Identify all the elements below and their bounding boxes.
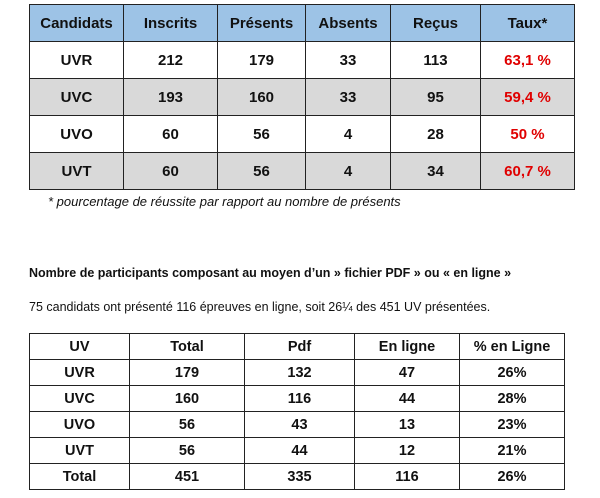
- cell-absents: 33: [306, 42, 391, 79]
- cell-pct: 28%: [460, 386, 565, 412]
- cell-en-ligne: 44: [355, 386, 460, 412]
- table-row: [30, 412, 565, 438]
- cell-total: 56: [130, 438, 245, 464]
- table-row: [30, 438, 565, 464]
- footnote: * pourcentage de réussite par rapport au nombre de présents: [48, 194, 401, 209]
- cell-uv: UVC: [30, 79, 124, 116]
- header-recus: Reçus: [391, 5, 481, 42]
- cell-en-ligne: 12: [355, 438, 460, 464]
- cell-recus: 95: [391, 79, 481, 116]
- cell-inscrits: 193: [124, 79, 218, 116]
- cell-taux: 50 %: [481, 116, 575, 153]
- header-candidats: Candidats: [30, 5, 124, 42]
- cell-presents: 179: [218, 42, 306, 79]
- cell-pct: 23%: [460, 412, 565, 438]
- cell-absents: 4: [306, 153, 391, 190]
- cell-inscrits: 60: [124, 153, 218, 190]
- cell-recus: 34: [391, 153, 481, 190]
- table-row: [30, 386, 565, 412]
- table-row: [30, 42, 575, 79]
- cell-taux: 60,7 %: [481, 153, 575, 190]
- summary-text: 75 candidats ont présenté 116 épreuves en ligne, soit 26¼ des 451 UV présentées.: [29, 300, 491, 314]
- table-row: [30, 153, 575, 190]
- cell-uv: UVT: [30, 438, 130, 464]
- cell-total: 56: [130, 412, 245, 438]
- header-taux: Taux*: [481, 5, 575, 42]
- cell-absents: 4: [306, 116, 391, 153]
- cell-uv: UVO: [30, 412, 130, 438]
- header-pct-en-ligne: % en Ligne: [460, 334, 565, 360]
- cell-en-ligne: 116: [355, 464, 460, 490]
- cell-uv: UVR: [30, 42, 124, 79]
- cell-inscrits: 60: [124, 116, 218, 153]
- cell-pdf: 44: [245, 438, 355, 464]
- header-inscrits: Inscrits: [124, 5, 218, 42]
- header-total: Total: [130, 334, 245, 360]
- header-uv: UV: [30, 334, 130, 360]
- cell-pdf: 43: [245, 412, 355, 438]
- cell-pct: 21%: [460, 438, 565, 464]
- online-table: [29, 333, 565, 490]
- cell-presents: 160: [218, 79, 306, 116]
- header-presents: Présents: [218, 5, 306, 42]
- cell-presents: 56: [218, 153, 306, 190]
- cell-total: 179: [130, 360, 245, 386]
- cell-taux: 63,1 %: [481, 42, 575, 79]
- results-table: [29, 4, 575, 190]
- cell-taux: 59,4 %: [481, 79, 575, 116]
- cell-pct: 26%: [460, 360, 565, 386]
- header-en-ligne: En ligne: [355, 334, 460, 360]
- table-row: [30, 360, 565, 386]
- cell-pdf: 335: [245, 464, 355, 490]
- cell-uv: UVT: [30, 153, 124, 190]
- table-row: [30, 116, 575, 153]
- cell-recus: 28: [391, 116, 481, 153]
- cell-pdf: 116: [245, 386, 355, 412]
- cell-uv: UVR: [30, 360, 130, 386]
- table-total-row: [30, 464, 565, 490]
- cell-total: 160: [130, 386, 245, 412]
- table-row: [30, 79, 575, 116]
- cell-en-ligne: 13: [355, 412, 460, 438]
- cell-uv: UVO: [30, 116, 124, 153]
- cell-pdf: 132: [245, 360, 355, 386]
- cell-pct: 26%: [460, 464, 565, 490]
- cell-absents: 33: [306, 79, 391, 116]
- cell-uv: Total: [30, 464, 130, 490]
- cell-inscrits: 212: [124, 42, 218, 79]
- header-pdf: Pdf: [245, 334, 355, 360]
- cell-recus: 113: [391, 42, 481, 79]
- cell-en-ligne: 47: [355, 360, 460, 386]
- online-header-row: [30, 334, 565, 360]
- section-heading: Nombre de participants composant au moyen d’un » fichier PDF » ou « en ligne »: [29, 266, 512, 280]
- header-absents: Absents: [306, 5, 391, 42]
- results-header-row: [30, 5, 575, 42]
- cell-uv: UVC: [30, 386, 130, 412]
- cell-total: 451: [130, 464, 245, 490]
- cell-presents: 56: [218, 116, 306, 153]
